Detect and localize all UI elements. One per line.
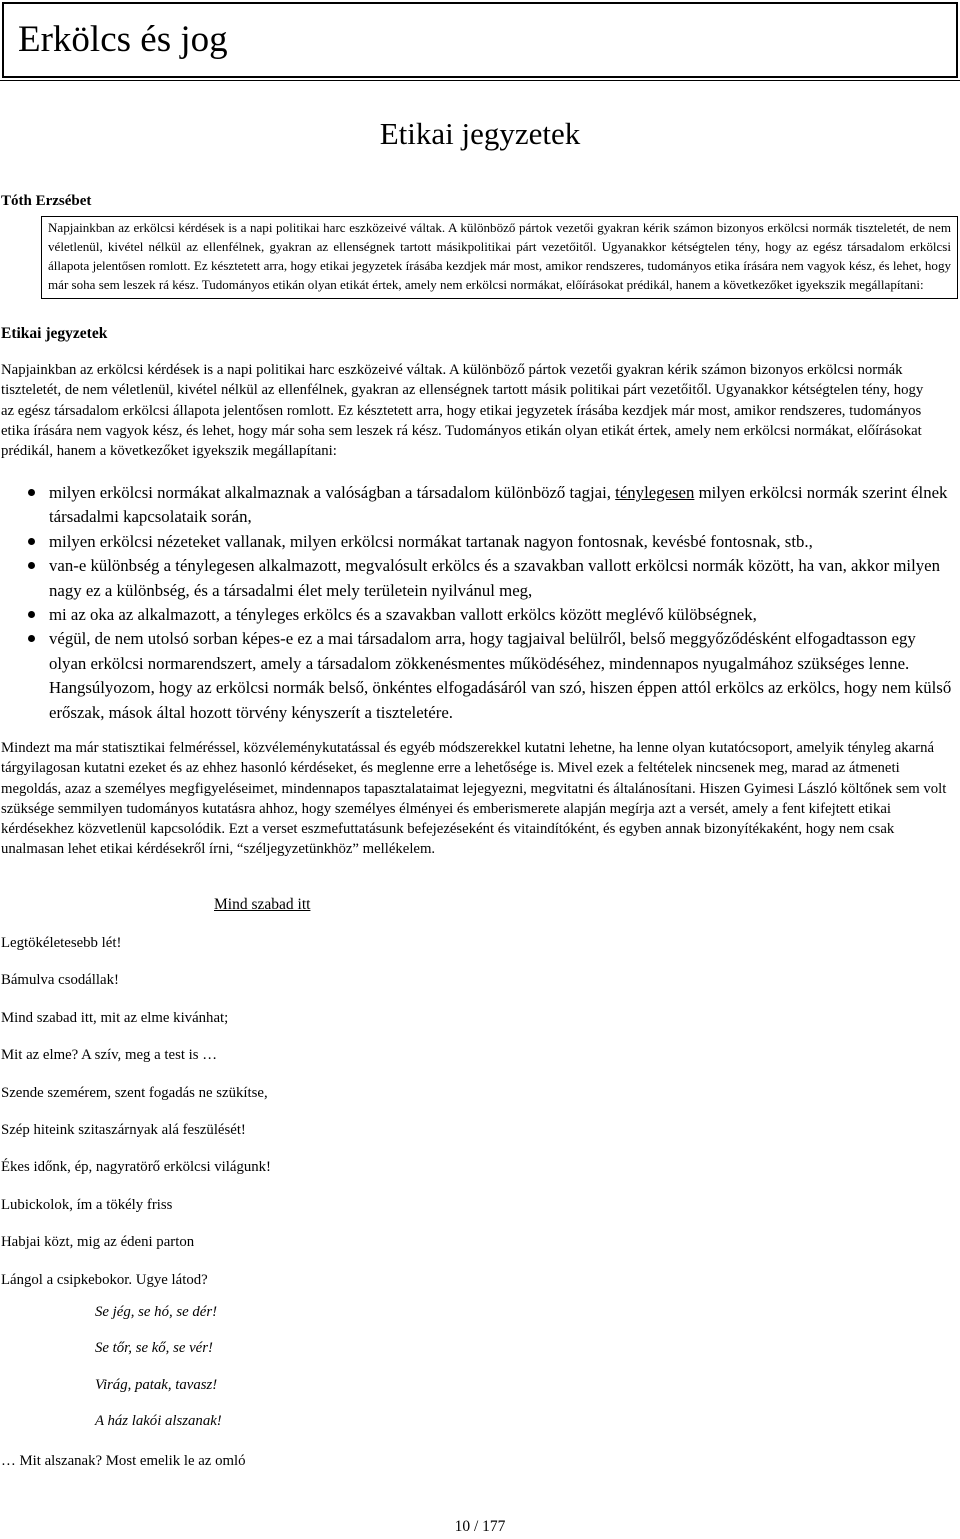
article-title: Etikai jegyzetek xyxy=(379,116,581,151)
poem-line: Habjai közt, mig az édeni parton xyxy=(1,1234,195,1251)
poem-last-line: … Mit alszanak? Most emelik le az omló xyxy=(1,1453,246,1469)
poem-stanza xyxy=(1,933,271,1307)
list-item xyxy=(24,481,954,530)
poem-line: Lángol a csipkebokor. Ugye látod? xyxy=(1,1271,208,1288)
abstract-box: Napjainkban az erkölcsi kérdések is a napi politikai harc eszközeivé váltak. A különböző pártok vezetői gyakran kérik számon bizonyos erkölcsi normák tiszteletét, de nem véletlenül, kivétel nélkül az ellenfélnek, gyakran az ellenségnek tartott másikpolitikai párt vezetőitől. Ugyanakkor kétségtelen tény, hogy az egész társadalom erkölcsi állapota jelentősen romlott. Ez késztetett arra, hogy etikai jegyzetek írásába kezdjek már most, amikor rendszeres, tudományos etika írására nem vagyok kész, és lehet, hogy már soha sem leszek rá kész. Tudományos etikán olyan etikát értek, amely nem erkölcsi normákat, előírásokat prédikál, hanem a következőket igyekszik megállapítani: xyxy=(41,216,958,299)
document-header xyxy=(2,2,958,78)
author-name: Tóth Erzsébet xyxy=(1,193,92,209)
section-heading: Etikai jegyzetek xyxy=(1,325,108,342)
list-item: van-e különbség a ténylegesen alkalmazott, megvalósult erkölcs és a szavakban vallott erkölcsi normák között, ha van, akkor milyen nagy ez a különbség, és a társadalmi élet mely területein nyilvánul meg, xyxy=(24,554,954,603)
poem-line: Mit az elme? A szív, meg a test is … xyxy=(1,1047,218,1064)
poem-italic-line: Virág, patak, tavasz! xyxy=(95,1376,218,1393)
poem-line: Szép hiteink szitaszárnyak alá feszülését! xyxy=(1,1121,246,1138)
poem-italic-line: A ház lakói alszanak! xyxy=(95,1412,222,1429)
second-paragraph: Mindezt ma már statisztikai felméréssel, közvéleménykutatással és egyéb módszerekkel kutatni lehetne, ha lenne olyan kutatócsoport, amelyik tényleg akarná tárgyilagosan kutatni ezeket és az ehhez hasonló kérdéseket, és meglenne erre a lehetősége is. Mivel ezek a feltételek nincsenek meg, marad az átmeneti megoldás, azaz a személyes megfigyeléseimet, mindennapos tapasztalataimat lejegyezni, megvitatni és általánosítani. Hiszen Gyimesi László költőnek sem volt szüksége semmilyen tudományos kutatásra ahhoz, hogy személyes élményei és emberismerete alapján megírja azt a versét, amely a fent kifejtett etikai kérdésekhez közvetlenül kapcsolódik. Ezt a verset eszmefuttatásunk befejezéseként és vitaindítóként, és egyben annak bizonyítékaként, hogy nem csak unalmasan lehet etikai kérdésekről írni, “széljegyzetünkhöz” mellékelem. xyxy=(1,740,947,858)
poem-line: Ékes időnk, ép, nagyratörő erkölcsi világunk! xyxy=(1,1159,271,1176)
poem-refrain xyxy=(95,1302,222,1447)
question-list xyxy=(24,481,954,725)
list-item-text-after: milyen erkölcsi normák szerint élnek társadalmi kapcsolataik során, xyxy=(49,483,948,527)
list-item: mi az oka az alkalmazott, a tényleges erkölcs és a szavakban vallott erkölcs között meglévő külöbségnek, xyxy=(24,603,954,627)
poem-line: Lubickolok, ím a tökély friss xyxy=(1,1196,173,1213)
poem-italic-line: Se tőr, se kő, se vér! xyxy=(95,1340,213,1357)
poem-title-link[interactable]: Mind szabad itt xyxy=(214,896,311,913)
poem-line: Bámulva csodállak! xyxy=(1,972,119,989)
list-item: milyen erkölcsi nézeteket vallanak, milyen erkölcsi normákat tartanak nagyon fontosnak, kevésbé fontosnak, stb., xyxy=(24,530,954,554)
document-title: Erkölcs és jog xyxy=(18,19,228,60)
list-item: végül, de nem utolsó sorban képes-e ez a mai társadalom arra, hogy tagjaival belülről, belső meggyőződésként elfogadtasson egy olyan erkölcsi normarendszert, amely a társadalom zökkenésmentes működéséhez, mindennapos nyugalmához szükséges lenne. Hangsúlyozom, hogy az erkölcsi normák belső, önkéntes elfogadásáról van szó, hiszen éppen attól erkölcs az erkölcs, hogy nem külső erőszak, mások által hozott törvény kényszerít a tiszteletére. xyxy=(24,627,954,725)
poem-line: Mind szabad itt, mit az elme kivánhat; xyxy=(1,1009,229,1026)
poem-italic-line: Se jég, se hó, se dér! xyxy=(95,1304,218,1320)
poem-line: Szende szemérem, szent fogadás ne szükítse, xyxy=(1,1084,268,1101)
poem-line: Legtökéletesebb lét! xyxy=(1,935,122,951)
intro-paragraph: Napjainkban az erkölcsi kérdések is a napi politikai harc eszközeivé váltak. A különböző pártok vezetői gyakran kérik számon bizonyos erkölcsi normák tiszteletét, de nem véletlenül, kivétel nélkül az ellenfélnek, gyakran az ellenségnek tartott másik politikai párt vezetőitől. Ugyanakkor kétségtelen tény, hogy az egész társadalom erkölcsi állapota jelentősen romlott. Ez késztetett arra, hogy etikai jegyzetek írásába kezdjek már most, amikor rendszeres, tudományos etika írására nem vagyok kész, és lehet, hogy már soha sem leszek rá kész. Tudományos etikán olyan etikát értek, amely nem erkölcsi normákat, előírásokat prédikál, hanem a következőket igyekszik megállapítani: xyxy=(1,362,924,460)
list-item-text-before: milyen erkölcsi normákat alkalmaznak a valóságban a társadalom különböző tagjai, xyxy=(49,483,616,502)
page-number: 10 / 177 xyxy=(454,1518,506,1535)
tenylegesen-link[interactable]: ténylegesen xyxy=(615,483,695,502)
